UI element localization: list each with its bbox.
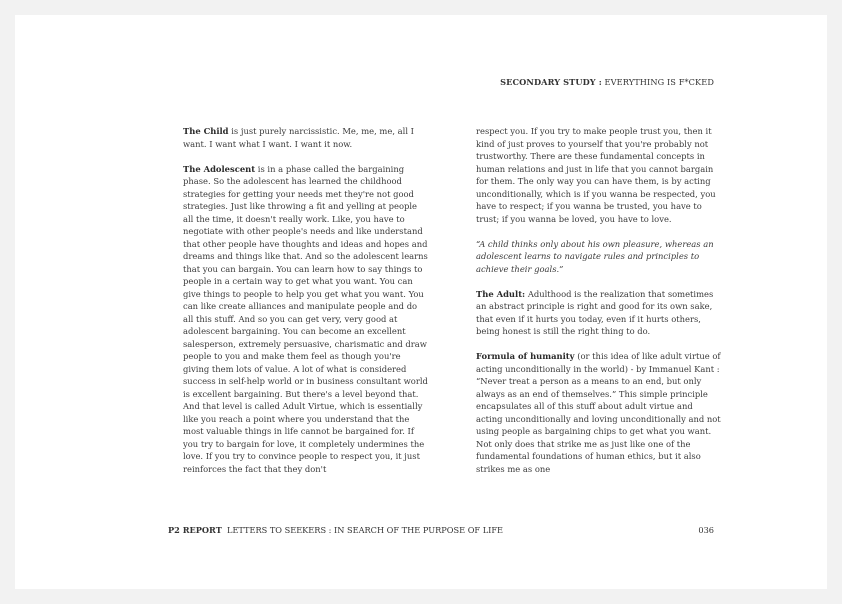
running-header bbox=[500, 77, 714, 87]
paragraph-text: Adulthood is the realization that sometimes an abstract principle is right and good for its own sake, that even if it hurts you today, even if it hurts others, being honest is still the right thing to do. bbox=[476, 288, 714, 336]
paragraph-adult bbox=[476, 288, 721, 338]
paragraph-text: is in a phase called the bargaining phase. So the adolescent has learned the childhood strategies for getting your needs met they're not good strategies. Just like throwing a fit and yelling at people all the time, it doesn't really work. Like, you have to negotiate with other people's needs and like understand that other people have thoughts and ideas and hopes and dreams and things like that. And so the adolescent learns that you can bargain. You can learn how to say things to people in a certain way to get what you want. You can give things to people to help you get what you want. You can like create alliances and manipulate people and do all this stuff. And so you can get very, very good at adolescent bargaining. You can become an excellent salesperson, extremely persuasive, charismatic and draw people to you and make them feel as though you're giving them lots of value. A lot of what is considered success in self-help world or in business consultant world is excellent bargaining. But there's a level beyond that. And that level is called Adult Virtue, which is essentially like you reach a point where you understand that the most valuable things in life cannot be bargained for. If you try to bargain for love, it completely undermines the love. If you try to convince people to respect you, it just reinforces the fact that they don't bbox=[183, 163, 428, 474]
running-footer bbox=[168, 525, 503, 535]
term-formula-of-humanity: Formula of humanity bbox=[476, 351, 575, 361]
term-child: The Child bbox=[183, 126, 229, 136]
quote-text: “A child thinks only about his own pleasure, whereas an adolescent learns to navigate rules and principles to achieve their goals.” bbox=[476, 238, 714, 274]
paragraph-adolescent bbox=[183, 163, 428, 476]
term-adolescent: The Adolescent bbox=[183, 163, 256, 174]
footer-report-label: P2 REPORT bbox=[168, 525, 222, 535]
paragraph-text: is just purely narcissistic. Me, me, me, all I want. I want what I want. I want it now. bbox=[183, 126, 414, 149]
term-adult: The Adult: bbox=[476, 288, 526, 299]
document-page bbox=[15, 15, 827, 589]
header-section-label: SECONDARY STUDY : bbox=[500, 77, 602, 87]
paragraph-child bbox=[183, 125, 428, 150]
footer-report-title: LETTERS TO SEEKERS : IN SEARCH OF THE PURPOSE OF LIFE bbox=[221, 525, 504, 535]
header-section-title: EVERYTHING IS F*CKED bbox=[601, 77, 714, 87]
right-column bbox=[476, 125, 721, 488]
pull-quote bbox=[476, 238, 721, 276]
left-column bbox=[183, 125, 428, 488]
paragraph-text: (or this idea of like adult virtue of acting unconditionally in the world) - by Immanuel Kant : “Never treat a person as a means to an end, but only always as an end of themselves.” This simple principle encapsulates all of this stuff about adult virtue and acting unconditionally and loving unconditionally and not using people as bargaining chips to get what you want. Not only does that strike me as just like one of the fundamental foundations of human ethics, but it also strikes me as one bbox=[476, 351, 721, 474]
page-number: 036 bbox=[698, 525, 714, 535]
paragraph-continued: respect you. If you try to make people trust you, then it kind of just proves to yourself that you're probably not trustworthy. There are these fundamental concepts in human relations and just in life that you cannot bargain for them. The only way you can have them, is by acting unconditionally, which is if you wanna be respected, you have to respect; if you wanna be trusted, you have to trust; if you wanna be loved, you have to love. bbox=[476, 126, 716, 224]
paragraph-formula-of-humanity bbox=[476, 350, 721, 475]
